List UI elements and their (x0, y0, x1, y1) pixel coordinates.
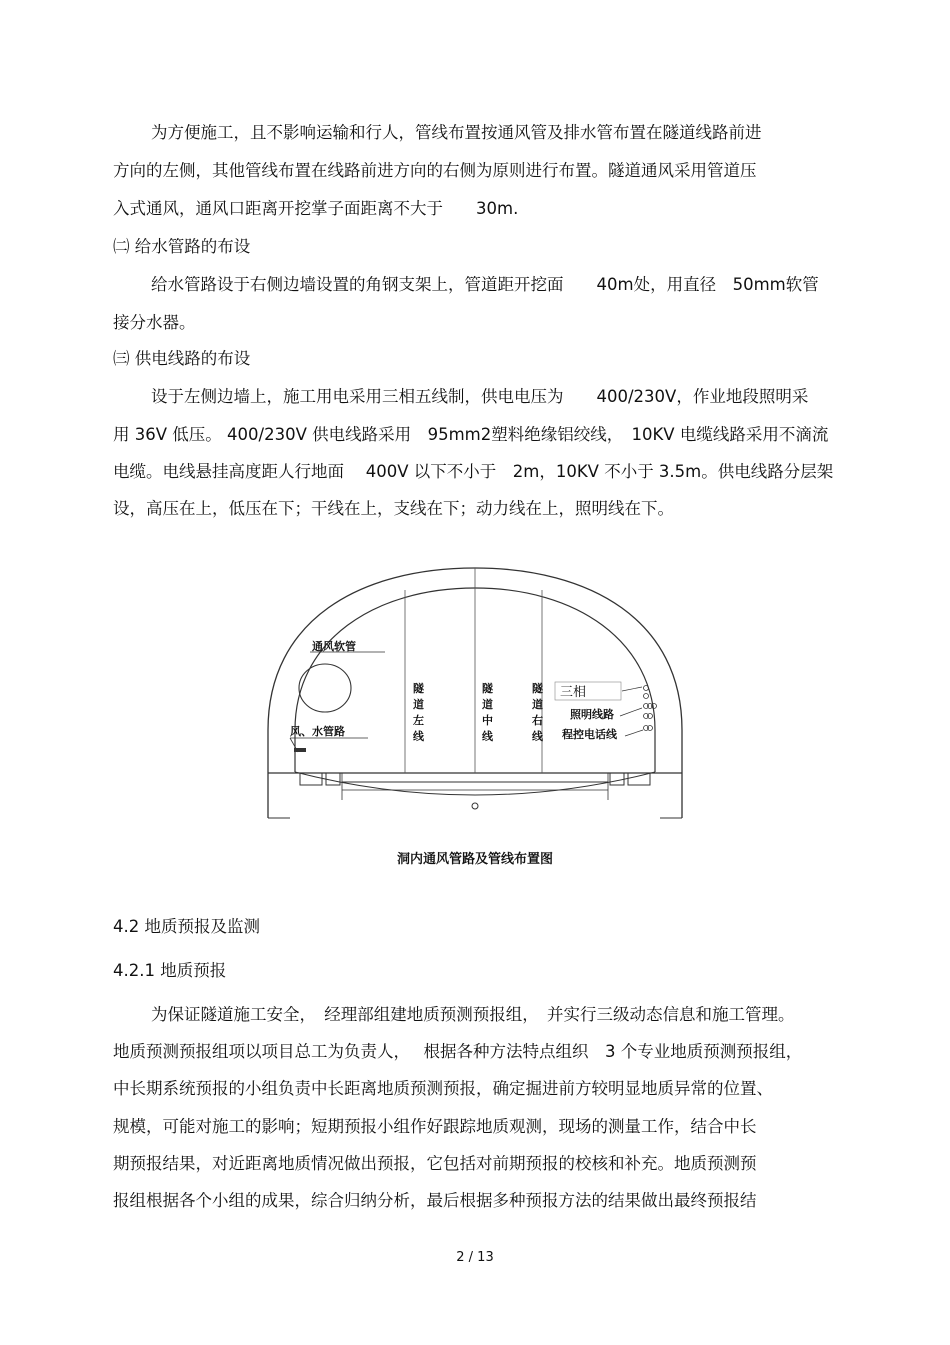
para4-line6: 报组根据各个小组的成果，综合归纳分析，最后根据多种预报方法的结果做出最终预报结 (113, 1191, 757, 1210)
invert-curve (295, 772, 655, 795)
para3-line2: 用 36V 低压。 400/230V 供电线路采用 95mm2塑料绝缘铝绞线， 10KV 电缆线路采用不滴流 (113, 425, 829, 444)
para2-line2: 接分水器。 (113, 313, 196, 332)
heading-water-supply: ㈡ 给水管路的布设 (113, 237, 251, 256)
label-three-phase: 三相 (560, 685, 587, 700)
three-phase-leader (622, 687, 642, 691)
para1-line2: 方向的左侧，其他管线布置在线路前进方向的右侧为原则进行布置。隧道通风采用管道压 (113, 161, 757, 180)
para4-line3: 中长期系统预报的小组负责中长距离地质预测预报，确定掘进前方较明显地质异常的位置、 (113, 1079, 773, 1098)
tunnel-layout-figure (250, 560, 700, 845)
heading-4-2-1: 4.2.1 地质预报 (113, 961, 227, 980)
para3-line3: 电缆。电线悬挂高度距人行地面 400V 以下不小于 2m，10KV 不小于 3.5m。供电线路分层架 (113, 462, 834, 481)
para4-line4: 规模，可能对施工的影响；短期预报小组作好跟踪地质观测，现场的测量工作，结合中长 (113, 1117, 757, 1136)
vent-duct-circle (299, 664, 351, 712)
para1-line3: 入式通风，通风口距离开挖掌子面距离不大于 30m. (113, 199, 519, 218)
page-number: 2 / 13 (456, 1250, 494, 1265)
label-control-line: 程控电话线 (562, 728, 617, 741)
label-left-line: 隧道左线 (413, 682, 424, 743)
right-cable-trough (610, 773, 624, 785)
right-ditch (628, 773, 650, 785)
center-drain (472, 803, 478, 809)
label-lighting: 照明线路 (570, 708, 614, 721)
para2-line1: 给水管路设于右侧边墙设置的角钢支架上，管道距开挖面 40m处，用直径 50mm软管 (151, 275, 819, 294)
para4-line5: 期预报结果，对近距离地质情况做出预报，它包括对前期预报的校核和补充。地质预测预 (113, 1154, 757, 1173)
label-center-line: 隧道中线 (482, 682, 493, 743)
label-wind-water: 风、水管路 (290, 725, 345, 738)
lighting-leader (620, 708, 642, 716)
left-cable-trough (326, 773, 340, 785)
figure-caption: 洞内通风管路及管线布置图 (396, 852, 553, 867)
label-vent-pipe: 通风软管 (312, 640, 356, 653)
para1-line1: 为方便施工，且不影响运输和行人，管线布置按通风管及排水管布置在隧道线路前进 (151, 123, 762, 142)
heading-power-supply: ㈢ 供电线路的布设 (113, 349, 251, 368)
heading-4-2: 4.2 地质预报及监测 (113, 917, 260, 936)
pipe-bracket (294, 748, 306, 752)
left-ditch (300, 773, 322, 785)
para3-line4: 设，高压在上，低压在下；干线在上，支线在下；动力线在上，照明线在下。 (113, 499, 674, 518)
control-leader (625, 730, 643, 736)
para4-line2: 地质预测预报组项以项目总工为负责人， 根据各种方法特点组织 3 个专业地质预测预报组， (113, 1042, 803, 1061)
label-right-line: 隧道右线 (532, 682, 543, 743)
para3-line1: 设于左侧边墙上，施工用电采用三相五线制，供电电压为 400/230V，作业地段照明采 (151, 387, 809, 406)
para4-line1: 为保证隧道施工安全， 经理部组建地质预测预报组， 并实行三级动态信息和施工管理。 (151, 1005, 795, 1024)
